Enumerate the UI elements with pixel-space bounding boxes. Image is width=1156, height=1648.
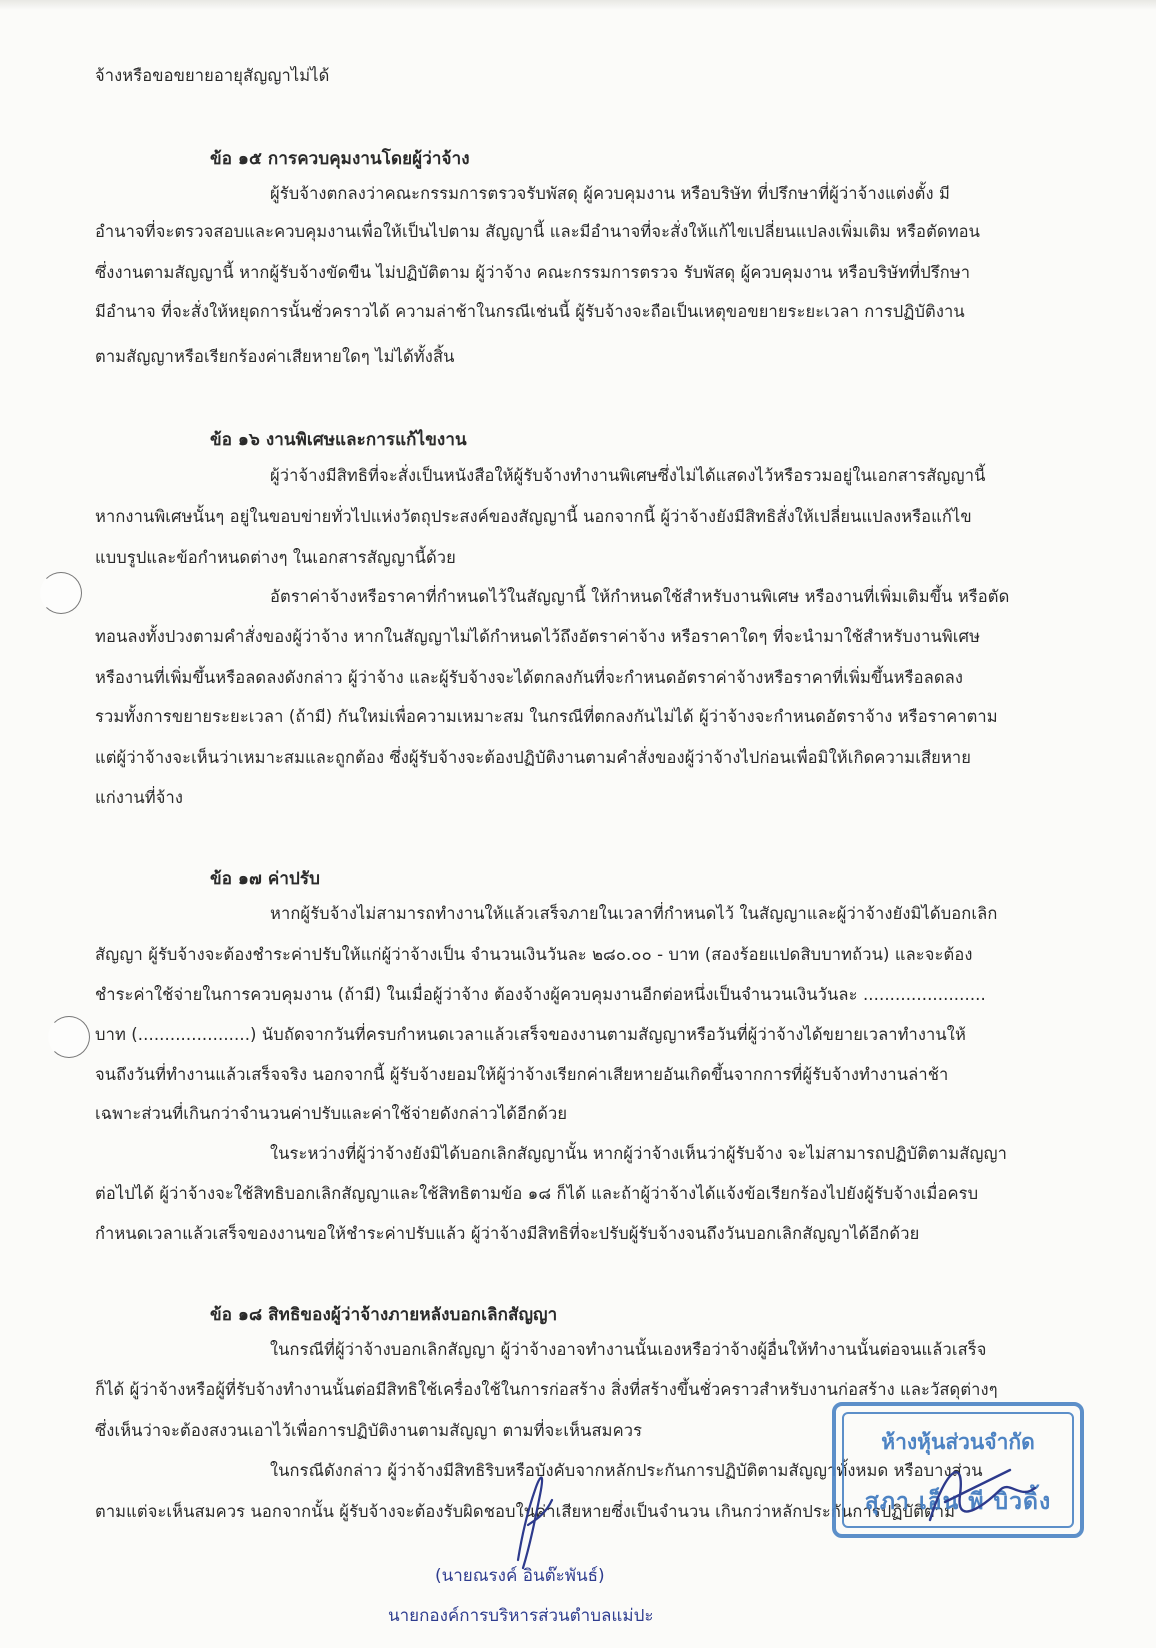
- clause-16-line-7: รวมทั้งการขยายระยะเวลา (ถ้ามี) กันใหม่เพื่อความเหมาะสม ในกรณีที่ตกลงกันไม่ได้ ผู้ว่าจ้างจะกำหนดอัตราจ้าง หรือราคาตาม: [95, 707, 998, 726]
- clause-18-line-2: ก็ได้ ผู้ว่าจ้างหรือผู้ที่รับจ้างทำงานนั้นต่อมีสิทธิใช้เครื่องใช้ในการก่อสร้าง สิ่งที่สร้างขึ้นชั่วคราวสำหรับงานก่อสร้าง และวัสดุต่างๆ: [95, 1380, 998, 1399]
- clause-16-line-3: แบบรูปและข้อกำหนดต่างๆ ในเอกสารสัญญานี้ด้วย: [95, 548, 456, 567]
- clause-15-line-5: ตามสัญญาหรือเรียกร้องค่าเสียหายใดๆ ไม่ได้ทั้งสิ้น: [95, 347, 455, 366]
- clause-17-line-8: ต่อไปได้ ผู้ว่าจ้างจะใช้สิทธิบอกเลิกสัญญาและใช้สิทธิตามข้อ ๑๘ ก็ได้ และถ้าผู้ว่าจ้างได้แจ้งข้อเรียกร้องไปยังผู้รับจ้างเมื่อครบ: [95, 1184, 979, 1203]
- stamp-company-name: สุภา เอ็น พี บิวดิ้ง: [864, 1489, 1052, 1515]
- clause-16-heading: ข้อ ๑๖ งานพิเศษและการแก้ไขงาน: [210, 430, 467, 450]
- clause-15-line-3: ซึ่งงานตามสัญญานี้ หากผู้รับจ้างขัดขืน ไม่ปฏิบัติตาม ผู้ว่าจ้าง คณะกรรมการตรวจ รับพัสดุ ผู้ควบคุมงาน หรือบริษัทที่ปรึกษา: [95, 263, 971, 282]
- clause-17-line-6: เฉพาะส่วนที่เกินกว่าจำนวนค่าปรับและค่าใช้จ่ายดังกล่าวได้อีกด้วย: [95, 1104, 568, 1123]
- clause-18-line-4: ในกรณีดังกล่าว ผู้ว่าจ้างมีสิทธิริบหรือบังคับจากหลักประกันการปฏิบัติตามสัญญาทั้งหมด หรือบางส่วน: [270, 1461, 983, 1480]
- clause-17-line-7: ในระหว่างที่ผู้ว่าจ้างยังมิได้บอกเลิกสัญญานั้น หากผู้ว่าจ้างเห็นว่าผู้รับจ้าง จะไม่สามารถปฏิบัติตามสัญญา: [270, 1144, 1008, 1163]
- official-signature-icon: [518, 1478, 552, 1569]
- clause-17-line-9: กำหนดเวลาแล้วเสร็จของงานขอให้ชำระค่าปรับแล้ว ผู้ว่าจ้างมีสิทธิที่จะปรับผู้รับจ้างจนถึงวันบอกเลิกสัญญาได้อีกด้วย: [95, 1224, 920, 1243]
- clause-15-line-1: ผู้รับจ้างตกลงว่าคณะกรรมการตรวจรับพัสดุ ผู้ควบคุมงาน หรือบริษัท ที่ปรึกษาที่ผู้ว่าจ้างแต่งตั้ง มี: [270, 184, 950, 203]
- clause-16-line-6: หรืองานที่เพิ่มขึ้นหรือลดลงดังกล่าว ผู้ว่าจ้าง และผู้รับจ้างจะได้ตกลงกันที่จะกำหนดอัตราค่าจ้างหรือราคาที่เพิ่มขึ้นหรือลดลง: [95, 668, 964, 687]
- signatory-name: (นายณรงค์ อินต๊ะพันธ์): [435, 1566, 605, 1586]
- signatory-title: นายกองค์การบริหารส่วนตำบลแม่ปะ: [388, 1606, 654, 1626]
- stamp-signature-icon: [930, 1470, 1035, 1520]
- continuation-line: จ้างหรือขอขยายอายุสัญญาไม่ได้: [95, 66, 330, 85]
- clause-16-line-5: ทอนลงทั้งปวงตามคำสั่งของผู้ว่าจ้าง หากในสัญญาไม่ได้กำหนดไว้ถึงอัตราค่าจ้าง หรือราคาใดๆ ที่จะนำมาใช้สำหรับงานพิเศษ: [95, 627, 981, 646]
- clause-17-line-1: หากผู้รับจ้างไม่สามารถทำงานให้แล้วเสร็จภายในเวลาที่กำหนดไว้ ในสัญญาและผู้ว่าจ้างยังมิได้บอกเลิก: [270, 904, 998, 923]
- clause-16-line-8: แต่ผู้ว่าจ้างจะเห็นว่าเหมาะสมและถูกต้อง ซึ่งผู้รับจ้างจะต้องปฏิบัติงานตามคำสั่งของผู้ว่าจ้างไปก่อนเพื่อมิให้เกิดความเสียหาย: [95, 748, 972, 767]
- clause-17-line-2: สัญญา ผู้รับจ้างจะต้องชำระค่าปรับให้แก่ผู้ว่าจ้างเป็น จำนวนเงินวันละ ๒๘๐.๐๐ - บาท (สองร้อยแปดสิบบาทถ้วน) และจะต้อง: [95, 945, 973, 964]
- clause-17-heading: ข้อ ๑๗ ค่าปรับ: [210, 869, 320, 889]
- clause-17-line-3: ชำระค่าใช้จ่ายในการควบคุมงาน (ถ้ามี) ในเมื่อผู้ว่าจ้าง ต้องจ้างผู้ควบคุมงานอีกต่อหนึ่งเป็นจำนวนเงินวันละ .......................: [95, 985, 986, 1004]
- stamp-company-type: ห้างหุ้นส่วนจำกัด: [881, 1430, 1035, 1454]
- clause-16-line-2: หากงานพิเศษนั้นๆ อยู่ในขอบข่ายทั่วไปแห่งวัตถุประสงค์ของสัญญานี้ นอกจากนี้ ผู้ว่าจ้างยังมีสิทธิสั่งให้เปลี่ยนแปลงหรือแก้ไข: [95, 507, 972, 526]
- clause-16-line-4: อัตราค่าจ้างหรือราคาที่กำหนดไว้ในสัญญานี้ ให้กำหนดใช้สำหรับงานพิเศษ หรืองานที่เพิ่มเติมขึ้น หรือตัด: [270, 587, 1010, 606]
- clause-18-heading: ข้อ ๑๘ สิทธิของผู้ว่าจ้างภายหลังบอกเลิกสัญญา: [210, 1305, 558, 1325]
- clause-16-line-1: ผู้ว่าจ้างมีสิทธิที่จะสั่งเป็นหนังสือให้ผู้รับจ้างทำงานพิเศษซึ่งไม่ได้แสดงไว้หรือรวมอยู่ในเอกสารสัญญานี้: [270, 466, 986, 485]
- clause-17-line-4: บาท (.....................) นับถัดจากวันที่ครบกำหนดเวลาแล้วเสร็จของงานตามสัญญาหรือวันที่ผู้ว่าจ้างได้ขยายเวลาทำงานให้: [95, 1025, 966, 1044]
- clause-15-heading: ข้อ ๑๕ การควบคุมงานโดยผู้ว่าจ้าง: [210, 149, 470, 169]
- clause-18-line-3: ซึ่งเห็นว่าจะต้องสงวนเอาไว้เพื่อการปฏิบัติงานตามสัญญา ตามที่จะเห็นสมควร: [95, 1421, 643, 1440]
- clause-17-line-5: จนถึงวันที่ทำงานแล้วเสร็จจริง นอกจากนี้ ผู้รับจ้างยอมให้ผู้ว่าจ้างเรียกค่าเสียหายอันเกิดขึ้นจากการที่ผู้รับจ้างทำงานล่าช้า: [95, 1065, 949, 1084]
- clause-18-line-5: ตามแต่จะเห็นสมควร นอกจากนั้น ผู้รับจ้างจะต้องรับผิดชอบในค่าเสียหายซึ่งเป็นจำนวน เกินกว่าหลักประกันการปฏิบัติตาม: [95, 1502, 956, 1521]
- clause-16-line-9: แก่งานที่จ้าง: [95, 788, 183, 807]
- clause-18-line-1: ในกรณีที่ผู้ว่าจ้างบอกเลิกสัญญา ผู้ว่าจ้างอาจทำงานนั้นเองหรือว่าจ้างผู้อื่นให้ทำงานนั้นต่อจนแล้วเสร็จ: [270, 1340, 987, 1359]
- clause-15-line-2: อำนาจที่จะตรวจสอบและควบคุมงานเพื่อให้เป็นไปตาม สัญญานี้ และมีอำนาจที่จะสั่งให้แก้ไขเปลี่ยนแปลงเพิ่มเติม หรือตัดทอน: [95, 222, 981, 241]
- clause-15-line-4: มีอำนาจ ที่จะสั่งให้หยุดการนั้นชั่วคราวได้ ความล่าช้าในกรณีเช่นนี้ ผู้รับจ้างจะถือเป็นเหตุขอขยายระยะเวลา การปฏิบัติงาน: [95, 302, 965, 321]
